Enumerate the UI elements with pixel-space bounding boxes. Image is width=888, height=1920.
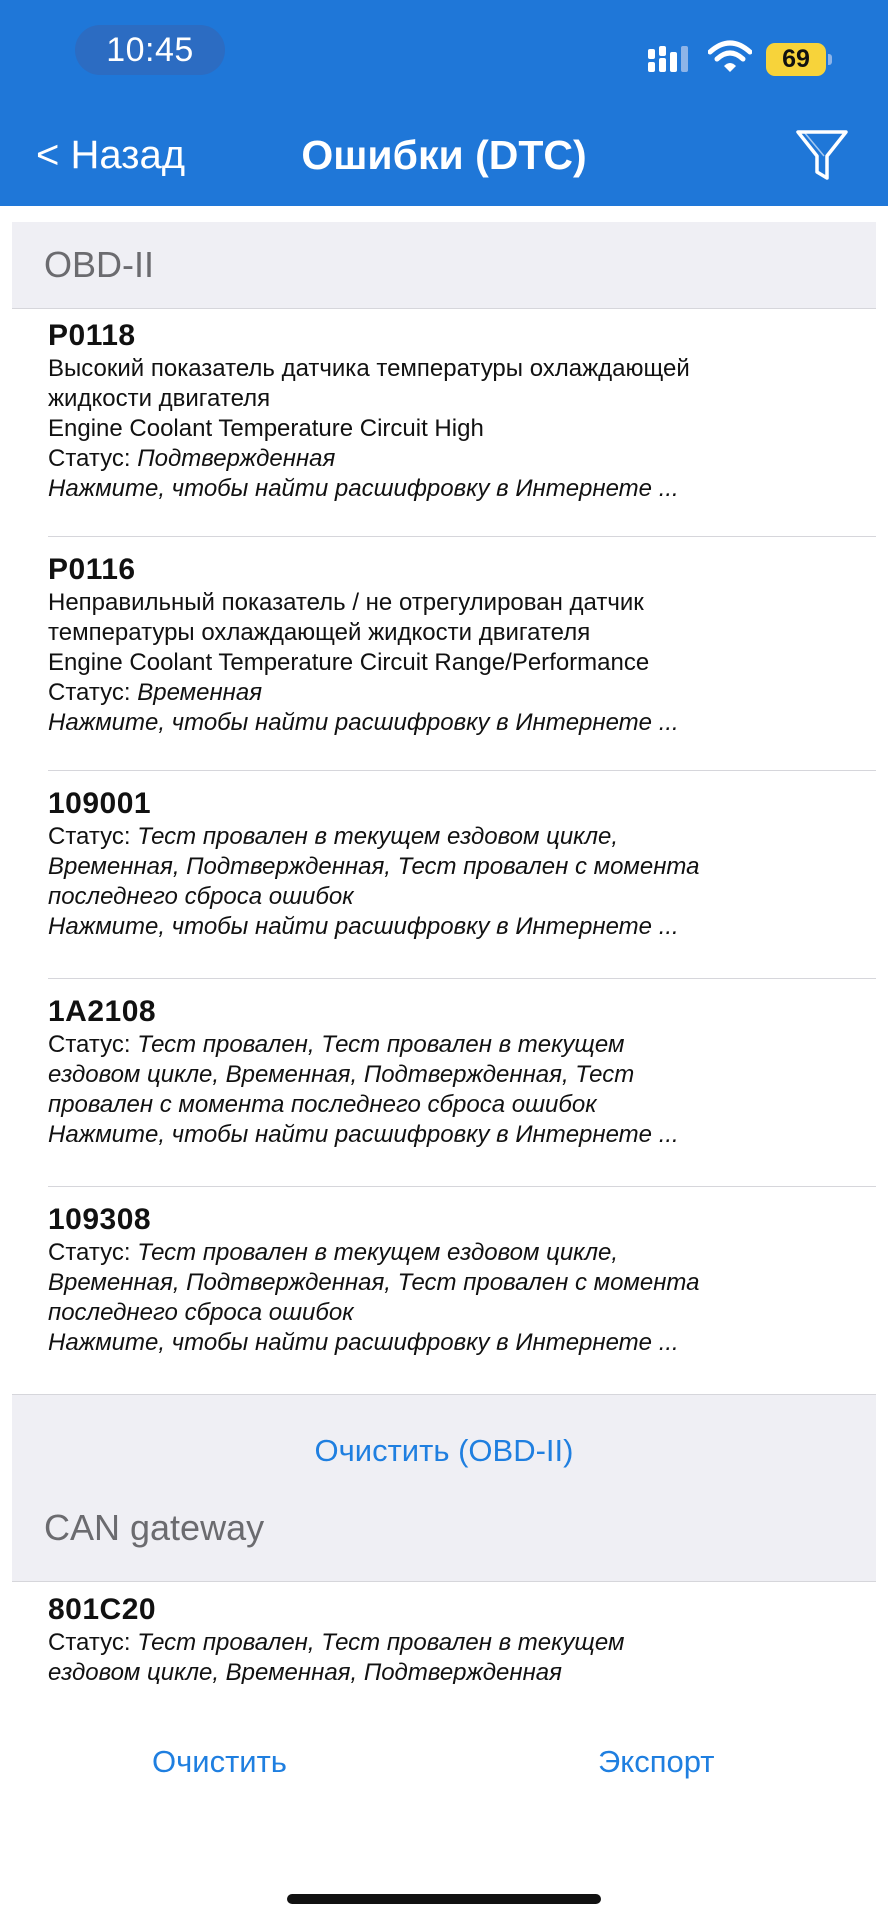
dtc-item-801c20[interactable] [48, 1592, 876, 1684]
section-title: CAN gateway [44, 1507, 265, 1548]
dtc-description-ru: жидкости двигателя [48, 385, 271, 412]
lookup-text: Нажмите, чтобы найти расшифровку в Интернете ... [48, 475, 679, 502]
dtc-status [48, 1628, 876, 1658]
dtc-item-1a2108[interactable] [48, 994, 876, 1150]
section-title: OBD-II [44, 244, 155, 285]
status-value: Тест провален в текущем ездовом цикле, [137, 823, 619, 850]
back-button[interactable]: < Назад [36, 133, 186, 177]
page-title: Ошибки (DTC) [301, 132, 587, 178]
status-value: ездовом цикле, Временная, Подтвержденная [48, 1659, 562, 1684]
wifi-icon [708, 40, 752, 74]
dtc-code: P0118 [48, 319, 136, 352]
status-label: Статус: [48, 1629, 131, 1656]
status-value: Тест провален, Тест провален в текущем [137, 1629, 625, 1656]
status-value: Тест провален, Тест провален в текущем [137, 1031, 625, 1058]
dtc-status [48, 444, 876, 474]
filter-icon[interactable] [794, 126, 850, 184]
dtc-code: 109308 [48, 1203, 152, 1236]
status-time: 10:45 [75, 25, 225, 75]
row-divider [48, 1186, 876, 1187]
navigation-header [0, 0, 888, 206]
section-footer [12, 1394, 876, 1582]
status-value: провален с момента последнего сброса ошибок [48, 1091, 597, 1118]
status-value: Временная, Подтвержденная, Тест провален с момента [48, 1269, 700, 1296]
row-divider [48, 978, 876, 979]
cellular-signal-icon [648, 46, 692, 74]
dtc-code: 801C20 [48, 1593, 157, 1626]
dtc-description-en: Engine Coolant Temperature Circuit High [48, 415, 484, 442]
dtc-lookup-link[interactable] [48, 474, 876, 504]
status-value: Тест провален в текущем ездовом цикле, [137, 1239, 619, 1266]
section-header-obd2 [12, 222, 876, 309]
lookup-text: Нажмите, чтобы найти расшифровку в Интернете ... [48, 1329, 679, 1356]
dtc-code: P0116 [48, 553, 136, 586]
dtc-list [0, 206, 888, 1684]
dtc-description-ru: температуры охлаждающей жидкости двигателя [48, 619, 591, 646]
status-label: Статус: [48, 445, 131, 472]
dtc-status-cont [48, 1268, 876, 1298]
status-label: Статус: [48, 823, 131, 850]
dtc-description-en: Engine Coolant Temperature Circuit Range/Performance [48, 649, 650, 676]
dtc-code: 1A2108 [48, 995, 157, 1028]
status-label: Статус: [48, 679, 131, 706]
lookup-text: Нажмите, чтобы найти расшифровку в Интернете ... [48, 709, 679, 736]
battery-tip [828, 54, 832, 65]
clear-obd2-button[interactable]: Очистить (OBD-II) [314, 1433, 574, 1468]
status-value: Временная [137, 679, 263, 706]
dtc-status [48, 678, 876, 708]
row-divider [48, 536, 876, 537]
dtc-status [48, 822, 876, 852]
dtc-lookup-link[interactable] [48, 912, 876, 942]
status-value: последнего сброса ошибок [48, 1299, 354, 1326]
dtc-status-cont [48, 1090, 876, 1120]
dtc-lookup-link[interactable] [48, 1120, 876, 1150]
status-value: ездовом цикле, Временная, Подтвержденная, Тест [48, 1061, 635, 1088]
status-value: Подтвержденная [137, 445, 336, 472]
battery-level: 69 [766, 43, 826, 76]
export-button[interactable]: Экспорт [598, 1744, 715, 1779]
status-label: Статус: [48, 1031, 131, 1058]
clear-button[interactable]: Очистить [152, 1744, 287, 1779]
dtc-item-p0118[interactable] [48, 318, 876, 504]
home-indicator[interactable] [287, 1894, 601, 1904]
dtc-status-cont [48, 1298, 876, 1328]
lookup-text: Нажмите, чтобы найти расшифровку в Интернете ... [48, 913, 679, 940]
dtc-item-109001[interactable] [48, 786, 876, 942]
status-value: Временная, Подтвержденная, Тест провален с момента [48, 853, 700, 880]
dtc-status-cont [48, 1060, 876, 1090]
dtc-description-ru: Высокий показатель датчика температуры охлаждающей [48, 355, 690, 382]
dtc-status [48, 1030, 876, 1060]
status-label: Статус: [48, 1239, 131, 1266]
dtc-code: 109001 [48, 787, 152, 820]
bottom-toolbar [0, 1684, 888, 1920]
lookup-text: Нажмите, чтобы найти расшифровку в Интернете ... [48, 1121, 679, 1148]
dtc-item-109308[interactable] [48, 1202, 876, 1358]
dtc-status-cont [48, 1658, 876, 1684]
dtc-status [48, 1238, 876, 1268]
status-value: последнего сброса ошибок [48, 883, 354, 910]
dtc-description-ru: Неправильный показатель / не отрегулирован датчик [48, 589, 644, 616]
dtc-item-p0116[interactable] [48, 552, 876, 738]
dtc-lookup-link[interactable] [48, 708, 876, 738]
dtc-status-cont [48, 882, 876, 912]
dtc-status-cont [48, 852, 876, 882]
row-divider [48, 770, 876, 771]
dtc-lookup-link[interactable] [48, 1328, 876, 1358]
